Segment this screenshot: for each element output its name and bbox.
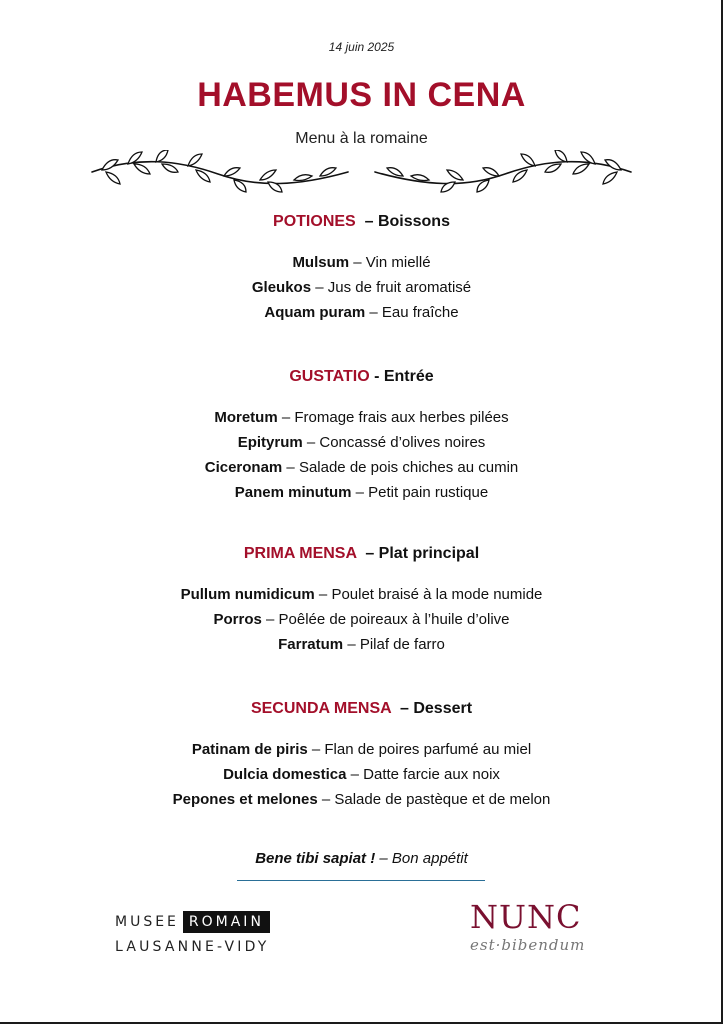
- page-title: HABEMUS IN CENA: [197, 76, 526, 114]
- item-latin: Porros: [213, 611, 262, 628]
- item-desc: – Vin miellé: [349, 254, 431, 271]
- item-list: [0, 250, 723, 325]
- section-sep: –: [356, 545, 379, 562]
- nunc-logo: [470, 900, 600, 954]
- vine-right-icon: [370, 150, 635, 195]
- item-desc: – Pilaf de farro: [343, 636, 445, 653]
- item-desc: – Eau fraîche: [365, 304, 459, 321]
- closing-french: – Bon appétit: [375, 850, 468, 867]
- item-latin: Ciceronam: [204, 459, 283, 476]
- item-desc: – Salade de pastèque et de melon: [317, 791, 551, 808]
- item-desc: – Concassé d’olives noires: [302, 434, 486, 451]
- logo-nunc-name: NUNC: [470, 898, 582, 936]
- section-title: [0, 544, 723, 564]
- section-sep: -: [369, 368, 384, 385]
- logo-row-top: [115, 911, 335, 933]
- section-potiones: [0, 212, 723, 325]
- section-title: [0, 367, 723, 387]
- list-item: [0, 607, 723, 632]
- section-french: Boissons: [377, 213, 450, 230]
- item-desc: – Poêlée de poireaux à l’huile d’olive: [261, 611, 510, 628]
- item-latin: Moretum: [214, 409, 278, 426]
- logo-romain-word: ROMAIN: [183, 911, 270, 933]
- item-desc: – Flan de poires parfumé au miel: [307, 741, 532, 758]
- list-item: [0, 787, 723, 812]
- closing-line-text: [0, 850, 723, 867]
- item-latin: Pepones et melones: [172, 791, 318, 808]
- section-latin: GUSTATIO: [289, 368, 370, 385]
- logo-musee-word: MUSEE: [115, 914, 179, 930]
- section-gustatio: [0, 367, 723, 505]
- list-item: [0, 762, 723, 787]
- item-desc: – Poulet braisé à la mode numide: [314, 586, 543, 603]
- item-latin: Gleukos: [251, 279, 312, 296]
- section-prima-mensa: [0, 544, 723, 657]
- logo-lausanne-vidy: LAUSANNE-VIDY: [115, 939, 270, 955]
- vine-left-icon: [88, 150, 353, 195]
- item-latin: Epityrum: [237, 434, 303, 451]
- list-item: [0, 632, 723, 657]
- musee-romain-logo: [115, 911, 335, 955]
- item-latin: Mulsum: [292, 254, 350, 271]
- list-item: [0, 737, 723, 762]
- section-french: Plat principal: [378, 545, 480, 562]
- item-latin: Panem minutum: [234, 484, 352, 501]
- item-latin: Dulcia domestica: [223, 766, 347, 783]
- item-latin: Pullum numidicum: [180, 586, 315, 603]
- section-latin: POTIONES: [273, 213, 356, 230]
- closing-latin: Bene tibi sapiat !: [255, 850, 376, 867]
- list-item: [0, 250, 723, 275]
- item-latin: Patinam de piris: [191, 741, 308, 758]
- item-desc: – Fromage frais aux herbes pilées: [277, 409, 509, 426]
- section-latin: SECUNDA MENSA: [250, 700, 392, 717]
- item-desc: – Datte farcie aux noix: [346, 766, 500, 783]
- item-list: [0, 405, 723, 505]
- item-list: [0, 737, 723, 812]
- divider: [237, 880, 485, 881]
- section-sep: –: [391, 700, 414, 717]
- section-french: Entrée: [383, 368, 434, 385]
- list-item: [0, 405, 723, 430]
- section-title: [0, 212, 723, 232]
- list-item: [0, 430, 723, 455]
- date: 14 juin 2025: [328, 40, 395, 54]
- list-item: [0, 582, 723, 607]
- logo-nunc-script: est·bibendum: [470, 936, 586, 954]
- section-title: [0, 699, 723, 719]
- list-item: [0, 300, 723, 325]
- item-latin: Aquam puram: [264, 304, 366, 321]
- item-latin: Farratum: [278, 636, 344, 653]
- list-item: [0, 455, 723, 480]
- section-french: Dessert: [413, 700, 473, 717]
- list-item: [0, 480, 723, 505]
- list-item: [0, 275, 723, 300]
- item-desc: – Jus de fruit aromatisé: [311, 279, 472, 296]
- subtitle: Menu à la romaine: [295, 130, 428, 147]
- item-desc: – Petit pain rustique: [351, 484, 489, 501]
- item-list: [0, 582, 723, 657]
- section-latin: PRIMA MENSA: [243, 545, 357, 562]
- section-secunda-mensa: [0, 699, 723, 812]
- section-sep: –: [355, 213, 378, 230]
- item-desc: – Salade de pois chiches au cumin: [282, 459, 519, 476]
